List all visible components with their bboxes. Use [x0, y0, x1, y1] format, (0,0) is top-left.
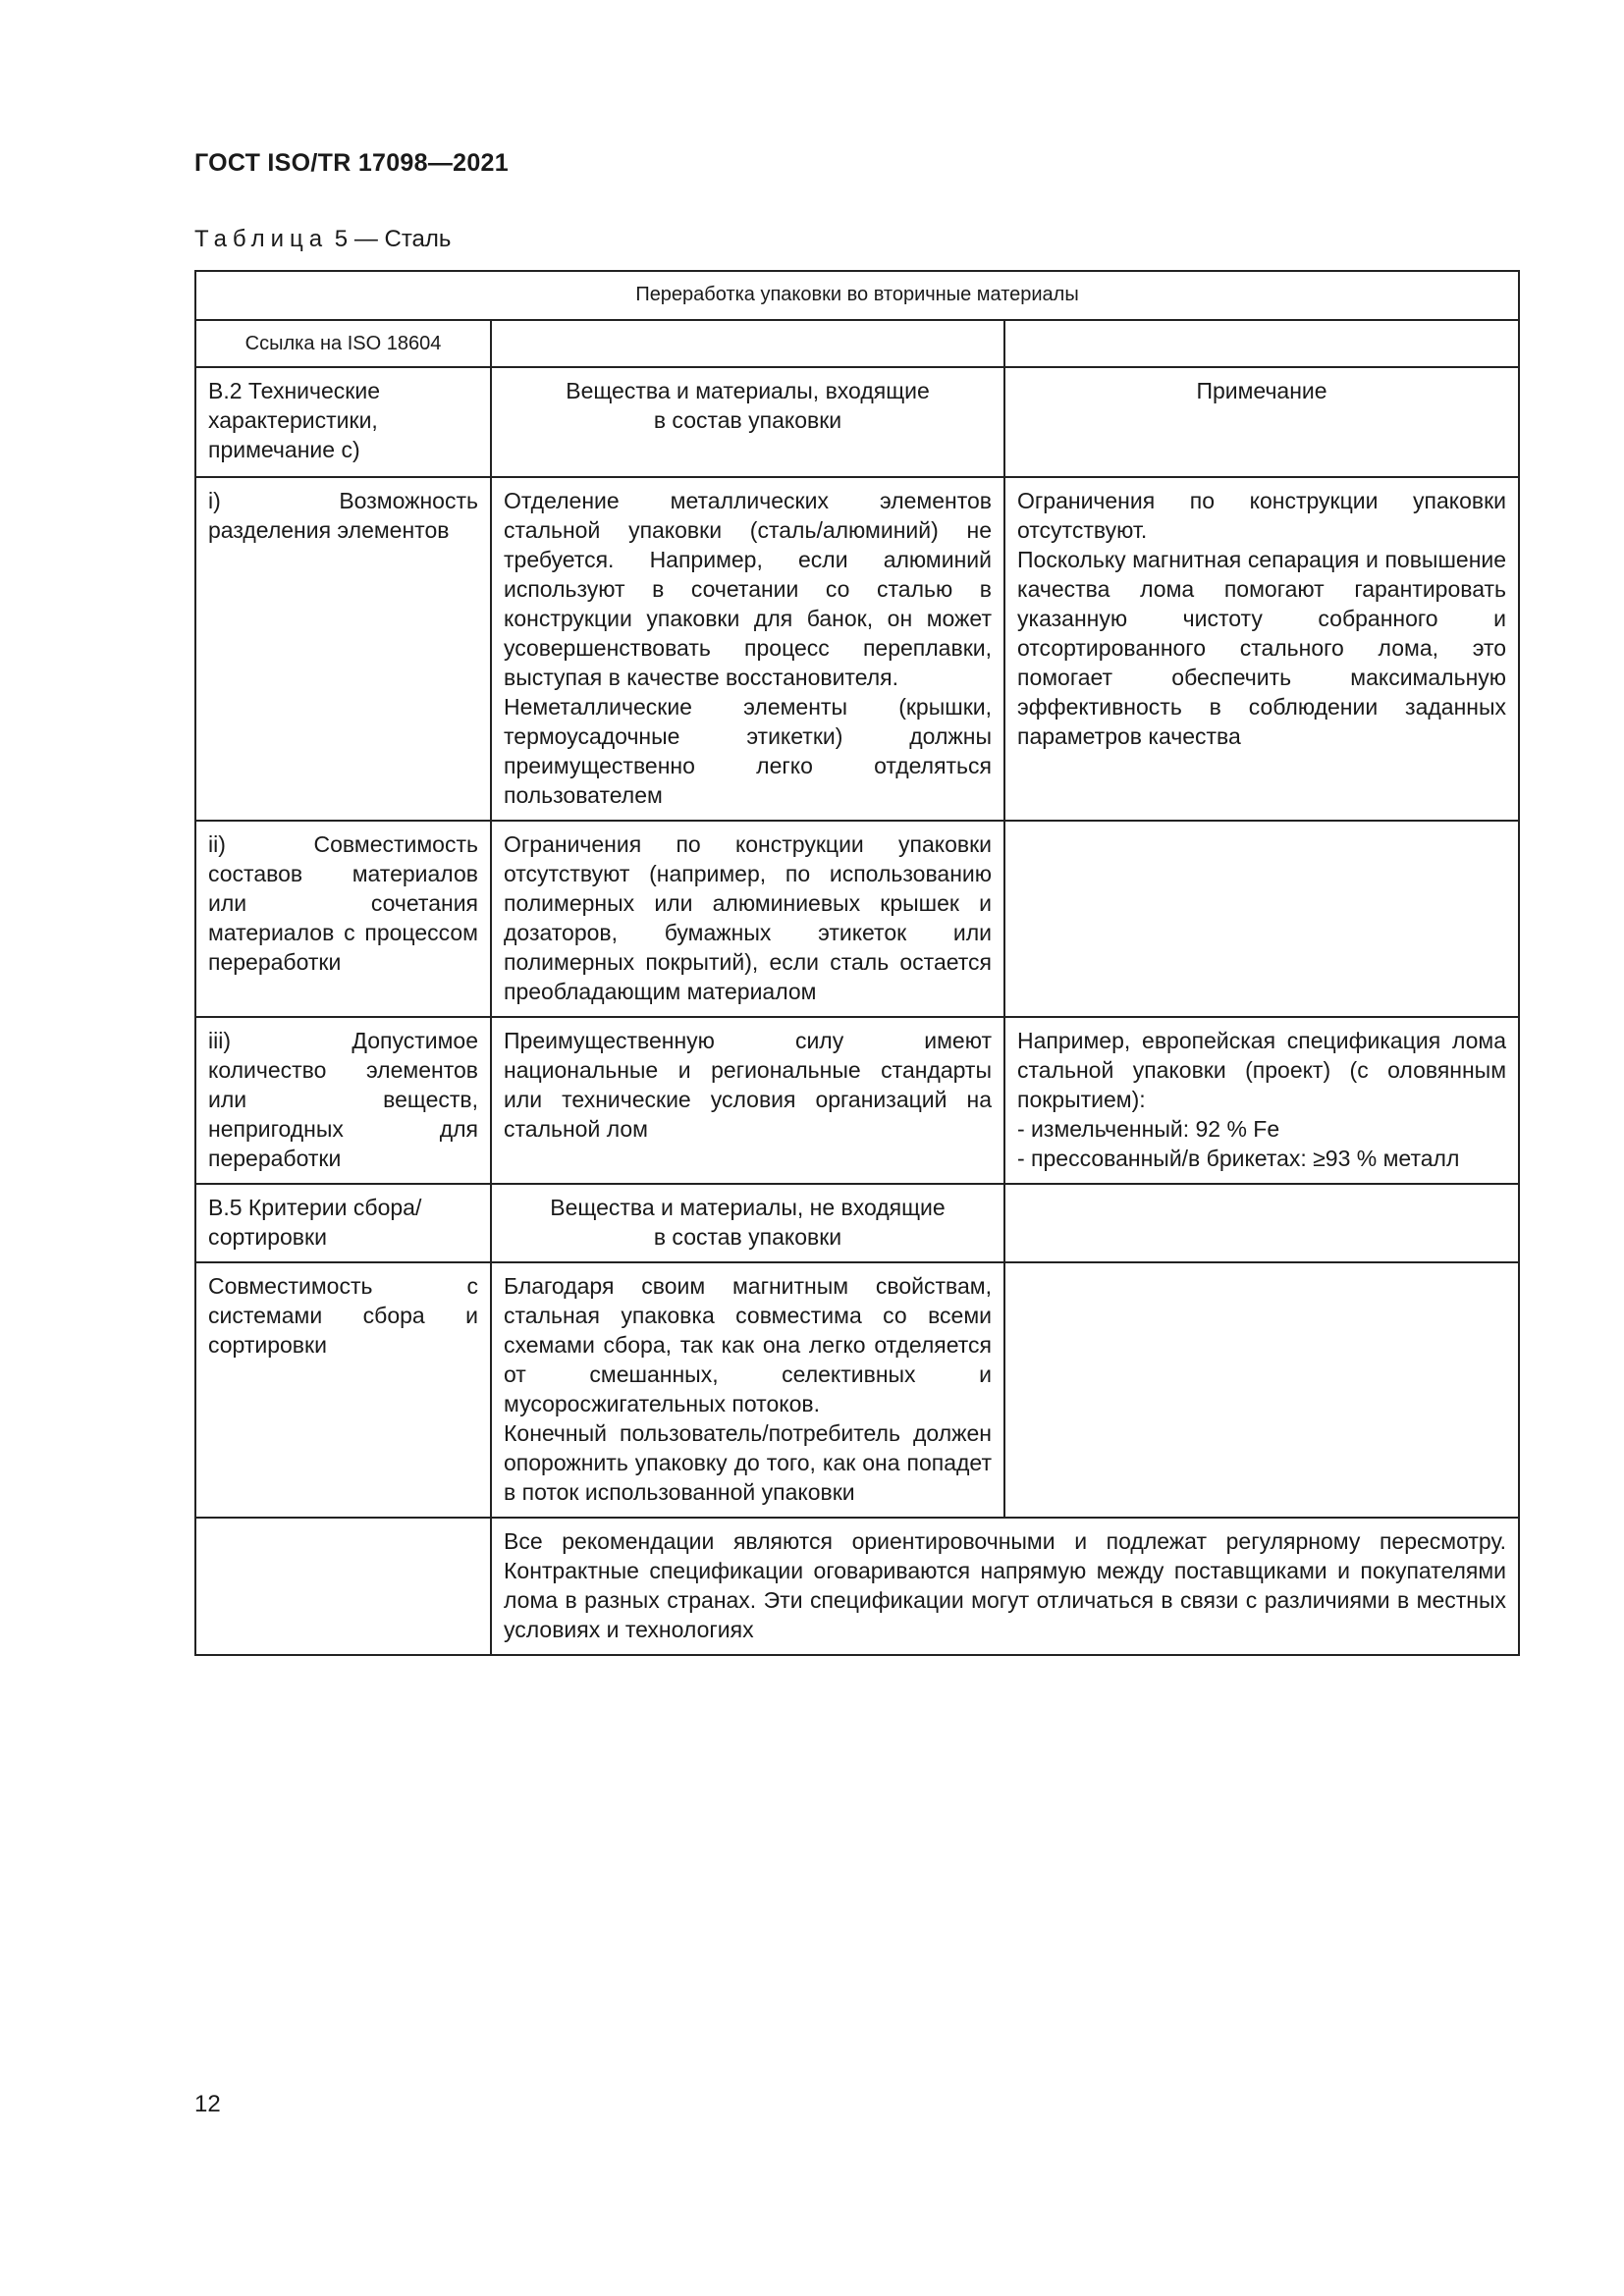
table-header: Переработка упаковки во вторичные материалы: [195, 271, 1519, 320]
table-caption: [194, 226, 451, 253]
table-row: [195, 477, 1519, 821]
section1-col2: [491, 367, 1004, 477]
reference-row: [195, 320, 1519, 367]
row2-col3: [1004, 821, 1519, 1017]
row3-col3-paragraph: - измельченный: 92 % Fe: [1017, 1116, 1280, 1142]
section2-col2: [491, 1184, 1004, 1262]
row1-col3-paragraph: Поскольку магнитная сепарация и повышение качества лома помогают гарантировать указанную чистоту собранного и отсортированного стального лома, это помогает обеспечить максимальную эффективность в соблюдении заданных параметров качества: [1017, 547, 1507, 749]
row3-col3-paragraph: Например, европейская спецификация лома стальной упаковки (проект) (с оловянным покрытием):: [1017, 1028, 1507, 1112]
row1-col3-paragraph: Ограничения по конструкции упаковки отсутствуют.: [1017, 488, 1507, 543]
row2-col1: ii) Совместимость составов материалов или сочетания материалов с процессом переработки: [195, 821, 491, 1017]
table-row: [195, 1017, 1519, 1184]
caption-title: — Сталь: [353, 226, 452, 252]
footer-empty-cell: [195, 1518, 491, 1655]
footer-note: Все рекомендации являются ориентировочными и подлежат регулярному пересмотру. Контрактные спецификации оговариваются напрямую между поставщиками и покупателями лома в разных странах. Эти спецификации могут отличаться в связи с различиями в местных условиях и технологиях: [491, 1518, 1519, 1655]
table-row: [195, 1262, 1519, 1518]
row3-col2: Преимущественную силу имеют национальные и региональные стандарты или технические условия организаций на стальной лом: [491, 1017, 1004, 1184]
row3-col3: [1004, 1017, 1519, 1184]
row4-col2-paragraph: Благодаря своим магнитным свойствам, стальная упаковка совместима со всеми схемами сбора, так как она легко отделяется от смешанных, селективных и мусоросжигательных потоков.: [504, 1273, 992, 1416]
caption-label: Таблица: [194, 226, 329, 252]
section-header-row: [195, 367, 1519, 477]
row3-col1: iii) Допустимое количество элементов или веществ, непригодных для переработки: [195, 1017, 491, 1184]
section-header-row: [195, 1184, 1519, 1262]
document-code: ГОСТ ISO/TR 17098—2021: [194, 149, 509, 177]
caption-number: 5: [334, 226, 349, 252]
row4-col2: [491, 1262, 1004, 1518]
table-header-row: [195, 271, 1519, 320]
row1-col2-paragraph: Отделение металлических элементов стальной упаковки (сталь/алюминий) не требуется. Например, если алюминий используют в сочетании со сталью в конструкции упаковки для банок, он может усовершенствовать процесс переплавки, выступая в качестве восстановителя.: [504, 488, 992, 690]
section1-col2-line1: Вещества и материалы, входящие: [566, 378, 930, 403]
row3-col3-paragraph: - прессованный/в брикетах: ≥93 % металл: [1017, 1146, 1460, 1171]
row1-col3: [1004, 477, 1519, 821]
section1-col2-line2: в состав упаковки: [653, 407, 842, 433]
section2-col2-line1: Вещества и материалы, не входящие: [550, 1195, 946, 1220]
table-row: [195, 821, 1519, 1017]
page-number: 12: [194, 2091, 221, 2117]
row1-col2: [491, 477, 1004, 821]
section2-col2-line2: в состав упаковки: [653, 1224, 842, 1250]
reference-empty-cell: [1004, 320, 1519, 367]
steel-table: [194, 270, 1520, 1656]
row4-col2-paragraph: Конечный пользователь/потребитель должен опорожнить упаковку до того, как она попадет в поток использованной упаковки: [504, 1420, 992, 1505]
row2-col2: Ограничения по конструкции упаковки отсутствуют (например, по использованию полимерных или алюминиевых крышек и дозаторов, бумажных этикеток или полимерных покрытий), если сталь остается преобладающим материалом: [491, 821, 1004, 1017]
reference-label: Ссылка на ISO 18604: [195, 320, 491, 367]
row4-col3: [1004, 1262, 1519, 1518]
section1-col1: B.2 Технические характеристики, примечание c): [195, 367, 491, 477]
table-footer-row: [195, 1518, 1519, 1655]
section1-col3: Примечание: [1004, 367, 1519, 477]
row1-col2-paragraph: Неметаллические элементы (крышки, термоусадочные этикетки) должны преимущественно легко отделяться пользователем: [504, 694, 992, 808]
reference-empty-cell: [491, 320, 1004, 367]
row4-col1: Совместимость с системами сбора и сортировки: [195, 1262, 491, 1518]
section2-col1: B.5 Критерии сбора/сортировки: [195, 1184, 491, 1262]
row1-col1: i) Возможность разделения элементов: [195, 477, 491, 821]
section2-col3: [1004, 1184, 1519, 1262]
